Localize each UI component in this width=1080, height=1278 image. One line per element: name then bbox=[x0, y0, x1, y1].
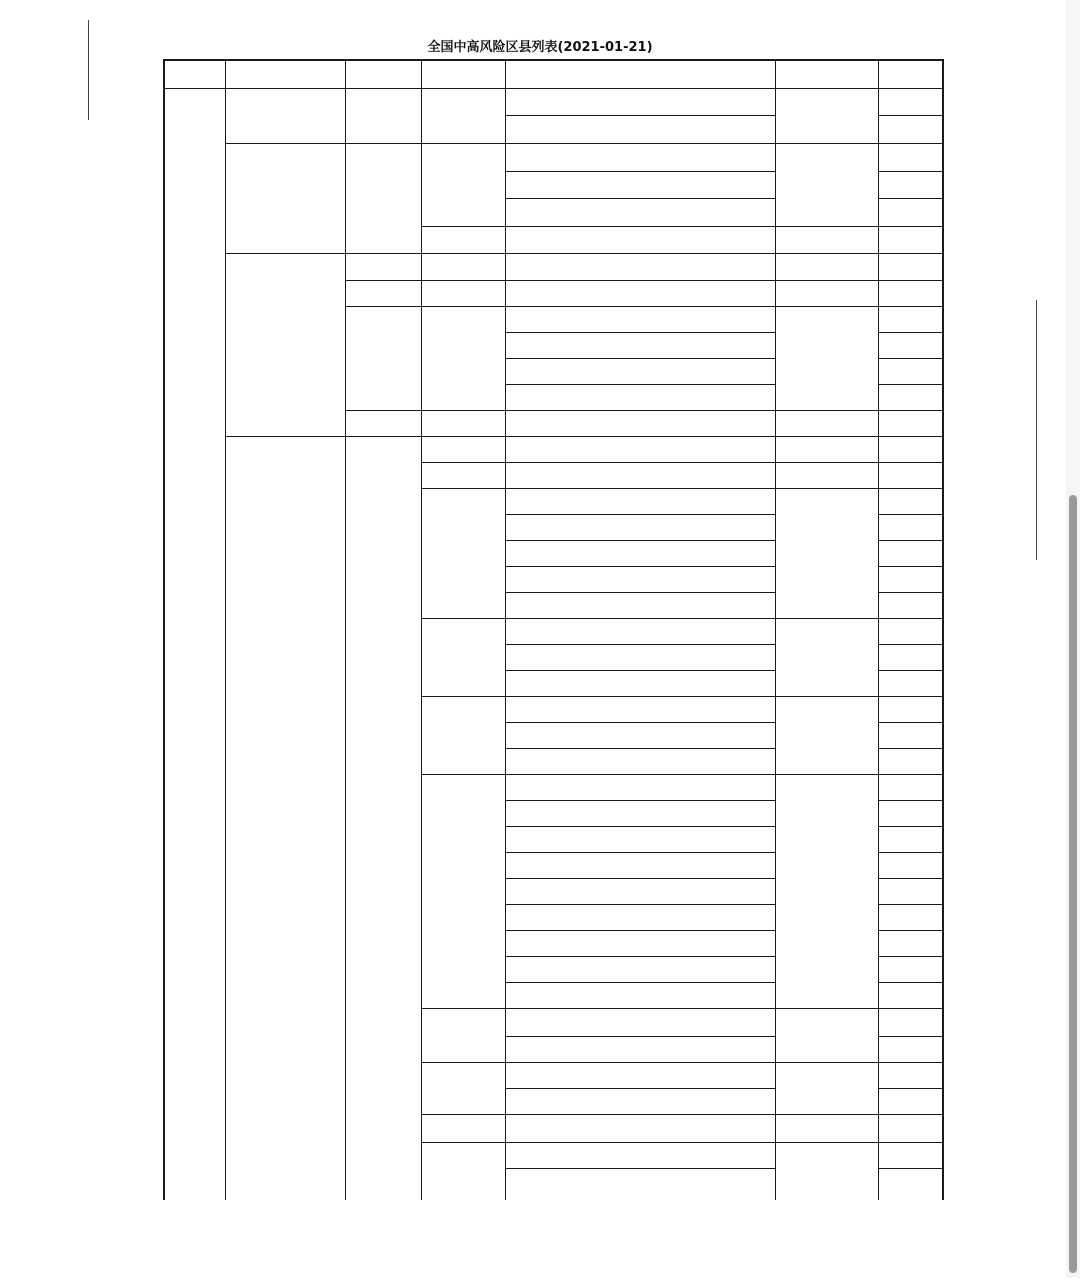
risk-level-cell bbox=[878, 410, 942, 436]
risk-level-cell bbox=[878, 644, 942, 670]
row-divider bbox=[878, 115, 942, 116]
column-divider bbox=[942, 59, 944, 1200]
location-cell bbox=[505, 774, 775, 800]
row-divider bbox=[878, 462, 942, 463]
row-divider bbox=[345, 436, 421, 437]
risk-level-cell bbox=[878, 332, 942, 358]
city-cell bbox=[345, 253, 421, 280]
region-code-cell bbox=[775, 280, 878, 306]
row-divider bbox=[878, 226, 942, 227]
row-divider bbox=[878, 982, 942, 983]
province-cell bbox=[225, 88, 345, 143]
row-divider bbox=[345, 253, 421, 254]
location-cell bbox=[505, 930, 775, 956]
row-divider bbox=[505, 904, 775, 905]
location-cell bbox=[505, 1168, 775, 1200]
column-header bbox=[878, 59, 942, 88]
row-divider bbox=[878, 1062, 942, 1063]
location-cell bbox=[505, 852, 775, 878]
row-divider bbox=[421, 462, 505, 463]
row-divider bbox=[505, 143, 775, 144]
row-divider bbox=[878, 1036, 942, 1037]
region-code-cell bbox=[775, 436, 878, 462]
region-code-cell bbox=[775, 88, 878, 143]
row-divider bbox=[421, 1008, 505, 1009]
row-divider bbox=[775, 488, 878, 489]
location-cell bbox=[505, 618, 775, 644]
risk-level-cell bbox=[878, 618, 942, 644]
district-cell bbox=[421, 696, 505, 774]
location-cell bbox=[505, 800, 775, 826]
risk-level-cell bbox=[878, 800, 942, 826]
location-cell bbox=[505, 332, 775, 358]
risk-level-cell bbox=[878, 462, 942, 488]
risk-level-cell bbox=[878, 171, 942, 198]
region-code-cell bbox=[775, 488, 878, 618]
row-divider bbox=[225, 253, 345, 254]
row-divider bbox=[878, 800, 942, 801]
region-code-cell bbox=[775, 253, 878, 280]
column-header bbox=[345, 59, 421, 88]
column-divider bbox=[878, 59, 879, 1200]
row-divider bbox=[505, 1142, 775, 1143]
row-divider bbox=[505, 384, 775, 385]
row-divider bbox=[345, 410, 421, 411]
column-divider bbox=[505, 59, 506, 1200]
location-cell bbox=[505, 226, 775, 253]
row-divider bbox=[878, 436, 942, 437]
row-divider bbox=[878, 514, 942, 515]
scrollbar-track[interactable] bbox=[1066, 0, 1080, 1278]
location-cell bbox=[505, 826, 775, 852]
district-cell bbox=[421, 436, 505, 462]
row-divider bbox=[878, 748, 942, 749]
district-cell bbox=[421, 253, 505, 280]
district-cell bbox=[421, 774, 505, 1008]
row-divider bbox=[775, 253, 878, 254]
risk-level-cell bbox=[878, 1062, 942, 1088]
province-cell bbox=[225, 143, 345, 253]
row-divider bbox=[505, 436, 775, 437]
row-divider bbox=[421, 1142, 505, 1143]
row-divider bbox=[505, 670, 775, 671]
row-divider bbox=[505, 722, 775, 723]
row-divider bbox=[505, 332, 775, 333]
row-divider bbox=[878, 1142, 942, 1143]
location-cell bbox=[505, 171, 775, 198]
row-divider bbox=[775, 774, 878, 775]
risk-level-cell bbox=[878, 514, 942, 540]
location-cell bbox=[505, 540, 775, 566]
row-divider bbox=[775, 226, 878, 227]
row-divider bbox=[878, 253, 942, 254]
row-divider bbox=[505, 774, 775, 775]
risk-level-cell bbox=[878, 253, 942, 280]
row-divider bbox=[421, 1062, 505, 1063]
location-cell bbox=[505, 253, 775, 280]
row-divider bbox=[878, 1168, 942, 1169]
row-divider bbox=[505, 253, 775, 254]
risk-level-cell bbox=[878, 904, 942, 930]
district-cell bbox=[421, 1062, 505, 1114]
risk-level-cell bbox=[878, 852, 942, 878]
risk-level-cell bbox=[878, 1114, 942, 1142]
risk-level-cell bbox=[878, 1036, 942, 1062]
row-divider bbox=[505, 1114, 775, 1115]
row-divider bbox=[421, 280, 505, 281]
column-header bbox=[775, 59, 878, 88]
row-divider bbox=[505, 358, 775, 359]
district-cell bbox=[421, 143, 505, 226]
row-divider bbox=[878, 644, 942, 645]
risk-level-cell bbox=[878, 1008, 942, 1036]
region-code-cell bbox=[775, 1114, 878, 1142]
city-cell bbox=[345, 410, 421, 436]
row-divider bbox=[505, 696, 775, 697]
row-divider bbox=[421, 488, 505, 489]
risk-level-cell bbox=[878, 198, 942, 226]
row-divider bbox=[505, 462, 775, 463]
row-divider bbox=[225, 436, 345, 437]
row-divider bbox=[878, 540, 942, 541]
row-divider bbox=[775, 436, 878, 437]
row-divider bbox=[878, 904, 942, 905]
row-divider bbox=[505, 540, 775, 541]
risk-level-cell bbox=[878, 956, 942, 982]
region-code-cell bbox=[775, 306, 878, 410]
risk-level-cell bbox=[878, 436, 942, 462]
location-cell bbox=[505, 462, 775, 488]
row-divider bbox=[878, 956, 942, 957]
row-divider bbox=[505, 852, 775, 853]
city-cell bbox=[345, 88, 421, 143]
location-cell bbox=[505, 1114, 775, 1142]
row-divider bbox=[505, 800, 775, 801]
location-cell bbox=[505, 904, 775, 930]
city-cell bbox=[345, 143, 421, 253]
row-divider bbox=[505, 592, 775, 593]
district-cell bbox=[421, 1008, 505, 1062]
row-divider bbox=[505, 618, 775, 619]
column-divider bbox=[775, 59, 776, 1200]
row-divider bbox=[505, 826, 775, 827]
column-header bbox=[225, 59, 345, 88]
row-divider bbox=[878, 878, 942, 879]
country-cell bbox=[163, 88, 225, 1200]
row-divider bbox=[878, 1114, 942, 1115]
scrollbar-thumb[interactable] bbox=[1069, 495, 1077, 1273]
row-divider bbox=[775, 306, 878, 307]
row-divider bbox=[878, 198, 942, 199]
risk-level-cell bbox=[878, 696, 942, 722]
region-code-cell bbox=[775, 1008, 878, 1062]
row-divider bbox=[505, 1036, 775, 1037]
row-divider bbox=[421, 774, 505, 775]
row-divider bbox=[505, 1088, 775, 1089]
location-cell bbox=[505, 696, 775, 722]
city-cell bbox=[345, 280, 421, 306]
risk-level-cell bbox=[878, 488, 942, 514]
risk-level-cell bbox=[878, 982, 942, 1008]
location-cell bbox=[505, 436, 775, 462]
row-divider bbox=[505, 982, 775, 983]
row-divider bbox=[775, 462, 878, 463]
risk-level-cell bbox=[878, 722, 942, 748]
location-cell bbox=[505, 592, 775, 618]
location-cell bbox=[505, 644, 775, 670]
table-top-border bbox=[163, 59, 942, 61]
row-divider bbox=[505, 566, 775, 567]
row-divider bbox=[421, 618, 505, 619]
row-divider bbox=[878, 358, 942, 359]
location-cell bbox=[505, 115, 775, 143]
risk-level-cell bbox=[878, 566, 942, 592]
risk-level-cell bbox=[878, 1088, 942, 1114]
region-code-cell bbox=[775, 1142, 878, 1200]
row-divider bbox=[775, 1062, 878, 1063]
row-divider bbox=[878, 488, 942, 489]
row-divider bbox=[505, 878, 775, 879]
row-divider bbox=[505, 280, 775, 281]
row-divider bbox=[775, 1142, 878, 1143]
row-divider bbox=[505, 171, 775, 172]
row-divider bbox=[878, 618, 942, 619]
row-divider bbox=[505, 1062, 775, 1063]
region-code-cell bbox=[775, 143, 878, 226]
row-divider bbox=[775, 618, 878, 619]
row-divider bbox=[505, 1168, 775, 1169]
row-divider bbox=[878, 384, 942, 385]
row-divider bbox=[878, 171, 942, 172]
location-cell bbox=[505, 306, 775, 332]
risk-level-cell bbox=[878, 115, 942, 143]
column-header bbox=[163, 59, 225, 88]
risk-level-cell bbox=[878, 826, 942, 852]
location-cell bbox=[505, 1036, 775, 1062]
row-divider bbox=[878, 1008, 942, 1009]
location-cell bbox=[505, 722, 775, 748]
district-cell bbox=[421, 280, 505, 306]
province-cell bbox=[225, 436, 345, 1200]
district-cell bbox=[421, 1142, 505, 1200]
row-divider bbox=[775, 1114, 878, 1115]
row-divider bbox=[878, 280, 942, 281]
location-cell bbox=[505, 956, 775, 982]
left-margin-mark bbox=[88, 20, 89, 120]
row-divider bbox=[775, 696, 878, 697]
location-cell bbox=[505, 748, 775, 774]
district-cell bbox=[421, 488, 505, 618]
row-divider bbox=[505, 930, 775, 931]
row-divider bbox=[505, 514, 775, 515]
risk-level-cell bbox=[878, 306, 942, 332]
row-divider bbox=[345, 143, 421, 144]
column-divider bbox=[345, 59, 346, 1200]
row-divider bbox=[878, 143, 942, 144]
location-cell bbox=[505, 566, 775, 592]
location-cell bbox=[505, 1008, 775, 1036]
row-divider bbox=[505, 226, 775, 227]
column-divider bbox=[421, 59, 422, 1200]
row-divider bbox=[878, 592, 942, 593]
row-divider bbox=[421, 410, 505, 411]
region-code-cell bbox=[775, 1062, 878, 1114]
district-cell bbox=[421, 306, 505, 410]
location-cell bbox=[505, 1062, 775, 1088]
header-bottom-border bbox=[163, 88, 942, 89]
row-divider bbox=[225, 143, 345, 144]
row-divider bbox=[505, 1008, 775, 1009]
row-divider bbox=[878, 930, 942, 931]
row-divider bbox=[878, 670, 942, 671]
location-cell bbox=[505, 143, 775, 171]
location-cell bbox=[505, 514, 775, 540]
location-cell bbox=[505, 280, 775, 306]
row-divider bbox=[878, 722, 942, 723]
row-divider bbox=[505, 198, 775, 199]
row-divider bbox=[878, 696, 942, 697]
row-divider bbox=[421, 253, 505, 254]
location-cell bbox=[505, 878, 775, 904]
row-divider bbox=[878, 826, 942, 827]
risk-level-cell bbox=[878, 1142, 942, 1168]
row-divider bbox=[878, 332, 942, 333]
row-divider bbox=[421, 226, 505, 227]
document-title: 全国中高风险区县列表(2021-01-21) bbox=[427, 40, 653, 55]
region-code-cell bbox=[775, 410, 878, 436]
location-cell bbox=[505, 488, 775, 514]
column-divider bbox=[163, 59, 165, 1200]
location-cell bbox=[505, 1088, 775, 1114]
risk-level-cell bbox=[878, 748, 942, 774]
column-header bbox=[421, 59, 505, 88]
risk-level-cell bbox=[878, 774, 942, 800]
risk-level-cell bbox=[878, 930, 942, 956]
district-cell bbox=[421, 462, 505, 488]
region-code-cell bbox=[775, 618, 878, 696]
risk-level-cell bbox=[878, 1168, 942, 1200]
row-divider bbox=[505, 306, 775, 307]
location-cell bbox=[505, 410, 775, 436]
row-divider bbox=[345, 306, 421, 307]
location-cell bbox=[505, 384, 775, 410]
column-divider bbox=[225, 59, 226, 1200]
row-divider bbox=[505, 410, 775, 411]
risk-level-cell bbox=[878, 88, 942, 115]
risk-level-cell bbox=[878, 358, 942, 384]
row-divider bbox=[505, 644, 775, 645]
district-cell bbox=[421, 88, 505, 143]
location-cell bbox=[505, 358, 775, 384]
row-divider bbox=[878, 566, 942, 567]
risk-level-cell bbox=[878, 384, 942, 410]
row-divider bbox=[505, 115, 775, 116]
row-divider bbox=[505, 748, 775, 749]
risk-level-cell bbox=[878, 540, 942, 566]
location-cell bbox=[505, 1142, 775, 1168]
row-divider bbox=[505, 956, 775, 957]
row-divider bbox=[878, 774, 942, 775]
risk-level-cell bbox=[878, 226, 942, 253]
row-divider bbox=[775, 1008, 878, 1009]
district-cell bbox=[421, 410, 505, 436]
city-cell bbox=[345, 306, 421, 410]
province-cell bbox=[225, 253, 345, 436]
row-divider bbox=[775, 280, 878, 281]
risk-level-cell bbox=[878, 592, 942, 618]
location-cell bbox=[505, 88, 775, 115]
risk-level-cell bbox=[878, 878, 942, 904]
location-cell bbox=[505, 670, 775, 696]
region-code-cell bbox=[775, 462, 878, 488]
row-divider bbox=[345, 280, 421, 281]
row-divider bbox=[878, 306, 942, 307]
row-divider bbox=[775, 143, 878, 144]
column-header bbox=[505, 59, 775, 88]
right-margin-mark bbox=[1036, 300, 1037, 560]
row-divider bbox=[878, 852, 942, 853]
row-divider bbox=[421, 306, 505, 307]
row-divider bbox=[878, 1088, 942, 1089]
risk-level-cell bbox=[878, 670, 942, 696]
risk-level-cell bbox=[878, 280, 942, 306]
row-divider bbox=[878, 410, 942, 411]
region-code-cell bbox=[775, 226, 878, 253]
region-code-cell bbox=[775, 696, 878, 774]
region-code-cell bbox=[775, 774, 878, 1008]
location-cell bbox=[505, 982, 775, 1008]
district-cell bbox=[421, 618, 505, 696]
row-divider bbox=[421, 1114, 505, 1115]
district-cell bbox=[421, 226, 505, 253]
city-cell bbox=[345, 436, 421, 1200]
row-divider bbox=[775, 410, 878, 411]
row-divider bbox=[421, 436, 505, 437]
location-cell bbox=[505, 198, 775, 226]
row-divider bbox=[505, 488, 775, 489]
risk-level-cell bbox=[878, 143, 942, 171]
district-cell bbox=[421, 1114, 505, 1142]
row-divider bbox=[421, 143, 505, 144]
row-divider bbox=[421, 696, 505, 697]
